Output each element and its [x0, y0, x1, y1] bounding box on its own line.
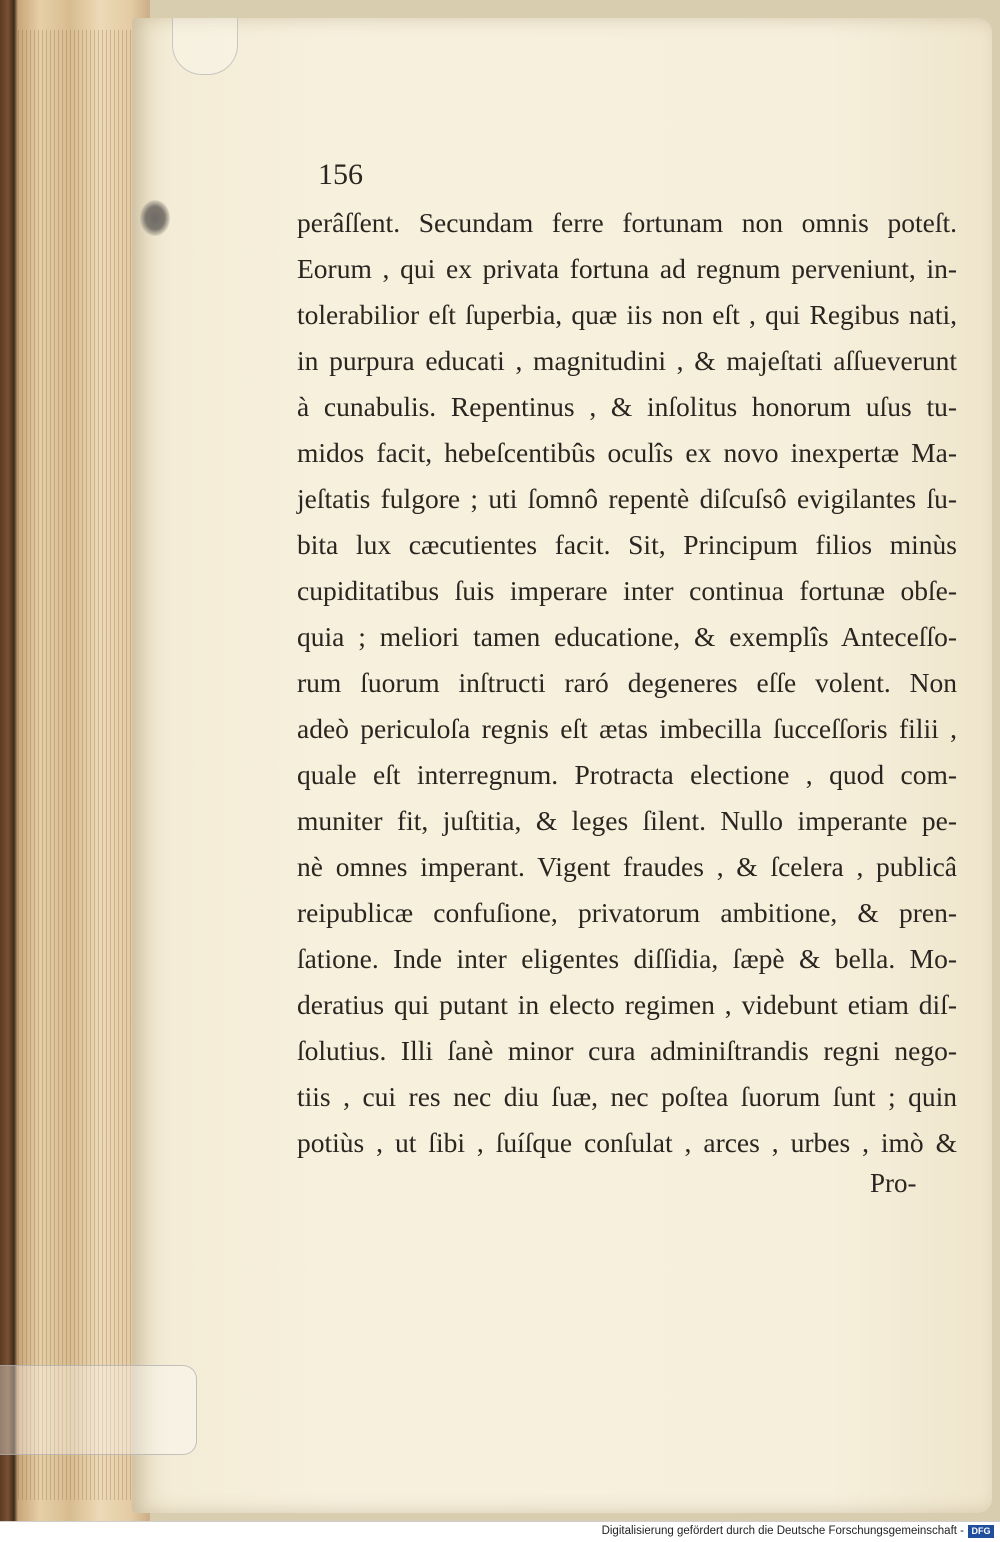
text-line: Eorum , qui ex privata fortuna ad regnum perveniunt, in-	[297, 253, 957, 284]
text-line: midos facit, hebeſcentibûs oculîs ex novo inexpertæ Ma-	[297, 437, 957, 468]
page-clip-mark	[172, 18, 238, 75]
text-line: ſolutius. Illi ſanè minor cura adminiſtrandis regni nego-	[297, 1035, 957, 1066]
footer-bar	[0, 1521, 1000, 1542]
text-line: rum ſuorum inſtructi raró degeneres eſſe volent. Non	[297, 667, 957, 698]
dfg-logo-icon: DFG	[968, 1525, 994, 1538]
text-line: quale eſt interregnum. Protracta electione , quod com-	[297, 759, 957, 790]
text-line: tiis , cui res nec diu ſuæ, nec poſtea ſuorum ſunt ; quin	[297, 1081, 957, 1112]
text-line: perâſſent. Secundam ferre fortunam non omnis poteſt.	[297, 207, 957, 238]
book-page-edges	[0, 0, 150, 1541]
text-line: in purpura educati , magnitudini , & majeſtati aſſueverunt	[297, 345, 957, 376]
text-line: reipublicæ confuſione, privatorum ambitione, & pren-	[297, 897, 957, 928]
footer-credit: Digitalisierung gefördert durch die Deutsche Forschungsgemeinschaft -	[601, 1525, 964, 1537]
page-clip-mark-bottom	[0, 1365, 197, 1455]
text-line: cupiditatibus ſuis imperare inter continua fortunæ obſe-	[297, 575, 957, 606]
page-number: 156	[318, 158, 363, 191]
text-line: ſatione. Inde inter eligentes diſſidia, ſæpè & bella. Mo-	[297, 943, 957, 974]
text-line: bita lux cæcutientes facit. Sit, Principum filios minùs	[297, 529, 957, 560]
text-line: à cunabulis. Repentinus , & inſolitus honorum uſus tu-	[297, 391, 957, 422]
text-line: muniter fit, juſtitia, & leges ſilent. Nullo imperante pe-	[297, 805, 957, 836]
text-line: tolerabilior eſt ſuperbia, quæ iis non eſt , qui Regibus nati,	[297, 299, 957, 330]
text-line: adeò periculoſa regnis eſt ætas imbecilla ſucceſſoris filii ,	[297, 713, 957, 744]
text-line: nè omnes imperant. Vigent fraudes , & ſcelera , publicâ	[297, 851, 957, 882]
text-line: jeſtatis fulgore ; uti ſomnô repentè diſcuſsô evigilantes ſu-	[297, 483, 957, 514]
catchword: Pro-	[870, 1168, 917, 1198]
text-line: deratius qui putant in electo regimen , videbunt etiam diſ-	[297, 989, 957, 1020]
text-line: potiùs , ut ſibi , ſuíſque conſulat , arces , urbes , imò &	[297, 1127, 957, 1158]
text-line: quia ; meliori tamen educatione, & exemplîs Anteceſſo-	[297, 621, 957, 652]
ink-stain	[140, 200, 170, 236]
